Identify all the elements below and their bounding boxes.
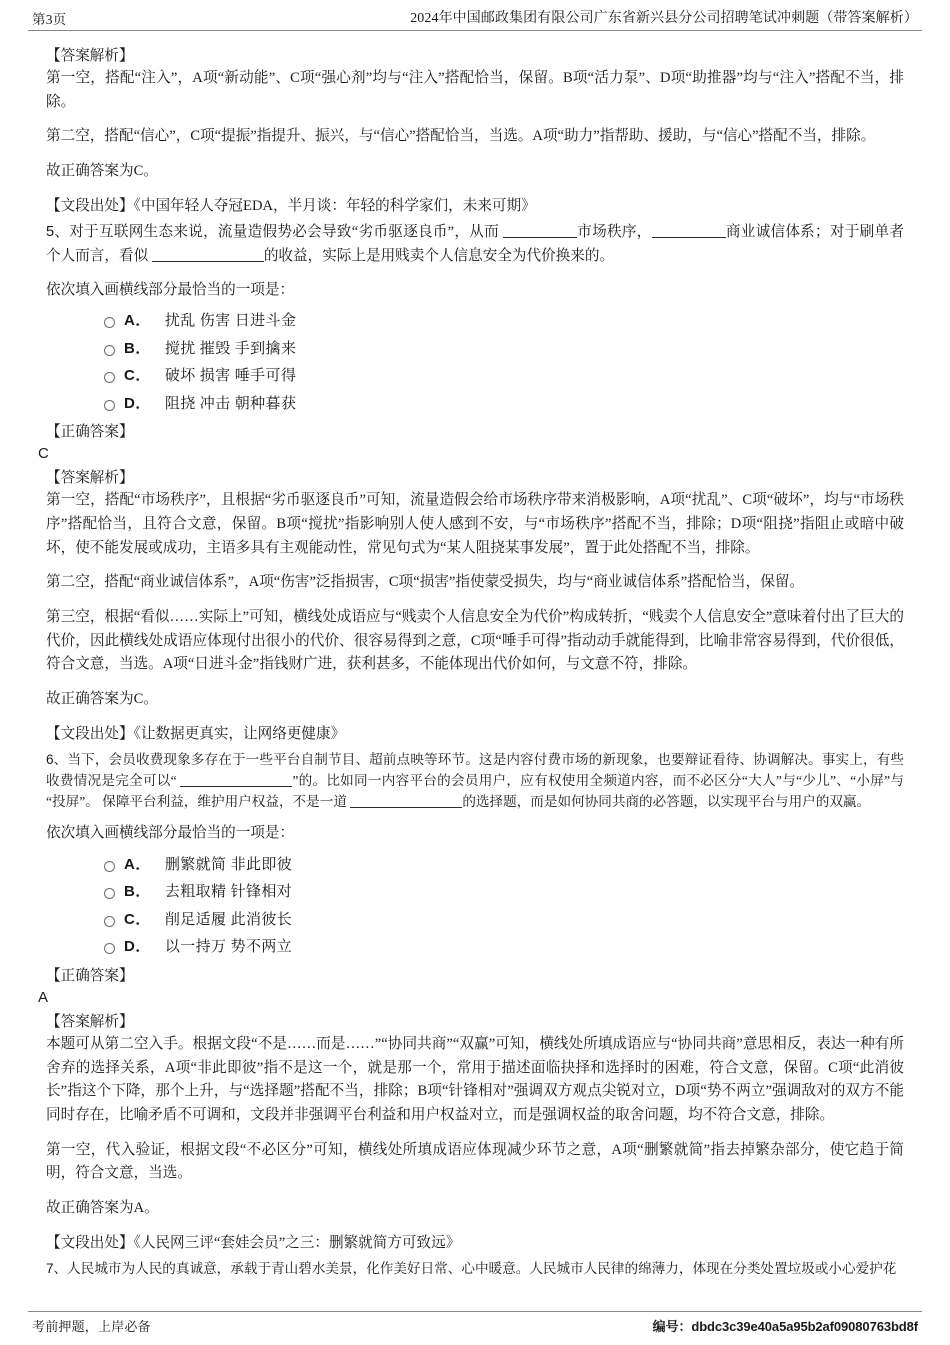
- question-6-source-title: 《人民网三评“套娃会员”之三：删繁就简方可致远》: [133, 1234, 461, 1251]
- option-a[interactable]: [104, 854, 904, 877]
- page-content: [28, 31, 922, 1279]
- question-6-source-label: 【文段出处】: [46, 1234, 134, 1251]
- option-c[interactable]: [104, 365, 904, 388]
- question-6-analysis-label: 【答案解析】: [46, 1013, 134, 1030]
- option-text: 以一持万 势不两立: [164, 939, 293, 956]
- q4-source: [46, 195, 904, 219]
- question-6-blank-1: [180, 773, 292, 788]
- question-6-source: [46, 1232, 904, 1256]
- question-6-analysis-paragraph-2: 第一空，代入验证，根据文段“不必区分”可知，横线处所填成语应体现减少环节之意，A项“删繁就简”指去掉繁杂部分，使它趋于简明，符合文意，当选。: [46, 1141, 904, 1182]
- radio-button-icon[interactable]: [104, 317, 115, 328]
- question-6-stem: [46, 749, 904, 812]
- radio-button-icon[interactable]: [104, 372, 115, 383]
- radio-button-icon[interactable]: [104, 943, 115, 954]
- option-letter: A．: [124, 312, 151, 330]
- question-5-options: [46, 310, 904, 415]
- option-letter: C．: [124, 910, 151, 928]
- q4-analysis-conclusion: 故正确答案为C。: [46, 163, 158, 180]
- radio-button-icon[interactable]: [104, 345, 115, 356]
- option-d[interactable]: [104, 936, 904, 959]
- question-6-analysis-conclusion: 故正确答案为A。: [46, 1199, 159, 1216]
- q4-analysis-paragraph-2: 第二空，搭配“信心”，C项“提振”指提升、振兴，与“信心”搭配恰当，当选。A项“助力”指帮助、援助，与“信心”搭配不当，排除。: [46, 128, 876, 145]
- option-text: 去粗取精 针锋相对: [164, 884, 293, 901]
- option-d[interactable]: [104, 393, 904, 416]
- question-5-answer-label: 【正确答案】: [46, 424, 134, 441]
- option-a[interactable]: [104, 310, 904, 333]
- question-6-stem-part-3: 的选择题，而是如何协同共商的必答题，以实现平台与用户的双赢。: [462, 794, 871, 810]
- option-text: 阻挠 冲击 朝种暮获: [164, 395, 297, 412]
- q4-source-title: 《中国年轻人夺冠EDA，半月谈：年轻的科学家们，未来可期》: [133, 197, 536, 214]
- question-5-stem-part-4: 的收益，实际上是用贱卖个人信息安全为代价换来的。: [263, 248, 615, 265]
- option-letter: B．: [124, 883, 151, 901]
- question-5-analysis-paragraph-1: 第一空，搭配“市场秩序”，且根据“劣币驱逐良币”可知，流量造假会给市场秩序带来消极影响，A项“扰乱”、C项“破坏”，均与“市场秩序”搭配恰当，且符合文意，保留。B项“搅扰”指影响别人使人感到不安，与“市场秩序”搭配不当，排除；D项“阻挠”指阻止或暗中破坏，使不能发展或成功，主语多具有主观能动性，常见句式为“某人阻挠某事发展”，置于此处搭配不当，排除。: [46, 492, 904, 556]
- question-5-blank-3: [152, 246, 264, 262]
- document-title: 2024年中国邮政集团有限公司广东省新兴县分公司招聘笔试冲刺题（带答案解析）: [410, 11, 918, 27]
- radio-button-icon[interactable]: [104, 916, 115, 927]
- question-5-stem: [46, 221, 904, 268]
- option-text: 削足适履 此消彼长: [164, 911, 293, 928]
- question-7-stem-text: 人民城市为人民的真诚意，承载于青山碧水美景，化作美好日常、心中暖意。人民城市人民律的绵薄力，体现在分类处置垃圾或小心爱护花: [67, 1261, 897, 1277]
- option-letter: C．: [124, 367, 151, 385]
- option-b[interactable]: [104, 881, 904, 904]
- option-text: 破坏 损害 唾手可得: [164, 368, 297, 385]
- question-5-prompt: 依次填入画横线部分最恰当的一项是：: [46, 281, 295, 298]
- option-b[interactable]: [104, 338, 904, 361]
- question-6-stem-part-1: 当下，会员收费现象多存在于一些平台自制节目、超前点映等环节。这是内容付费市场的新现象，也要辩证看待、协调解决。事实上，有些收费情况是完全可以“: [46, 752, 904, 789]
- option-letter: D．: [124, 394, 151, 412]
- footer-serial: 编号：dbdc3c39e40a5a95b2af09080763bd8f: [652, 1319, 918, 1334]
- option-letter: D．: [124, 938, 151, 956]
- question-5-analysis-paragraph-2: 第二空，搭配“商业诚信体系”，A项“伤害”泛指损害，C项“损害”指使蒙受损失，均与“商业诚信体系”搭配恰当，保留。: [46, 574, 805, 591]
- footer-note: 考前押题，上岸必备: [32, 1319, 151, 1334]
- question-5-stem-part-2: 市场秩序，: [576, 224, 652, 241]
- q4-analysis-paragraph-1: 第一空，搭配“注入”，A项“新动能”、C项“强心剂”均与“注入”搭配恰当，保留。B项“活力泵”、D项“助推器”均与“注入”搭配不当，排除。: [46, 70, 904, 110]
- option-text: 搅扰 摧毁 手到擒来: [164, 340, 297, 357]
- question-6-prompt: 依次填入画横线部分最恰当的一项是：: [46, 825, 295, 842]
- radio-button-icon[interactable]: [104, 861, 115, 872]
- question-6-number: 6、: [46, 752, 68, 768]
- q4-source-label: 【文段出处】: [46, 197, 134, 214]
- question-5-answer: C: [38, 445, 49, 463]
- page-header: [28, 0, 922, 31]
- question-5-analysis-paragraph-3: 第三空，根据“看似……实际上”可知，横线处成语应与“贱卖个人信息安全为代价”构成转折，“贱卖个人信息安全”意味着付出了巨大的代价，因此横线处成语应体现付出很小的代价、很容易得到之意，C项“唾手可得”指动动手就能得到，比喻非常容易得到，代价很低，符合文意，当选。A项“日进斗金”指钱财广进，获利甚多，不能体现出代价如何，与文意不符，排除。: [46, 608, 904, 673]
- question-5-stem-part-3: 商业诚信体系；对于刷单者个人而言，看似: [46, 224, 904, 265]
- question-6-options: [46, 854, 904, 959]
- question-6-stem-part-2: ”的。比如同一内容平台的会员用户，应有权使用全频道内容，而不必区分“大人”与“少儿”、“小屏”与“投屏”。 保障平台利益，维护用户权益，不是一道: [46, 773, 904, 810]
- option-letter: A．: [124, 855, 151, 873]
- question-5-stem-part-1: 对于互联网生态来说，流量造假势必会导致“劣币驱逐良币”，从而: [69, 224, 503, 241]
- question-5-blank-2: [652, 223, 726, 239]
- q4-analysis-label: 【答案解析】: [46, 48, 134, 64]
- question-5-number: 5、: [46, 224, 70, 241]
- question-5-blank-1: [503, 223, 577, 239]
- question-6-answer: A: [38, 989, 49, 1007]
- question-5-source-label: 【文段出处】: [46, 725, 134, 742]
- option-text: 扰乱 伤害 日进斗金: [164, 313, 297, 330]
- page-number-label: 第3页: [32, 11, 67, 27]
- page-footer: [28, 1311, 922, 1335]
- question-6-analysis-paragraph-1: 本题可从第二空入手。根据文段“不是……而是……”“协同共商”“双赢”可知，横线处所填成语应与“协同共商”意思相反，表达一种有所舍弃的选择关系，A项“非此即彼”指不是这一个，就是那一个，常用于描述面临抉择和选择时的困难，符合文意，保留。C项“此消彼长”指这个下降，那个上升，与“选择题”搭配不当，排除；B项“针锋相对”强调双方观点尖锐对立，D项“势不两立”强调敌对的双方不能同时存在，比喻矛盾不可调和，文段并非强调平台利益和用户权益对立，而是强调权益的取舍问题，均不符合文意，排除。: [46, 1036, 904, 1123]
- question-5-source-title: 《让数据更真实，让网络更健康》: [133, 725, 346, 742]
- option-letter: B．: [124, 339, 151, 357]
- question-5-analysis-label: 【答案解析】: [46, 470, 134, 487]
- radio-button-icon[interactable]: [104, 400, 115, 411]
- question-5-source: [46, 723, 904, 747]
- option-text: 删繁就简 非此即彼: [164, 856, 293, 873]
- question-6-blank-2: [350, 794, 462, 809]
- question-7-number: 7、: [46, 1261, 68, 1277]
- radio-button-icon[interactable]: [104, 888, 115, 899]
- option-c[interactable]: [104, 909, 904, 932]
- question-5-analysis-conclusion: 故正确答案为C。: [46, 690, 158, 707]
- question-7-stem: [46, 1258, 904, 1279]
- question-6-answer-label: 【正确答案】: [46, 967, 134, 984]
